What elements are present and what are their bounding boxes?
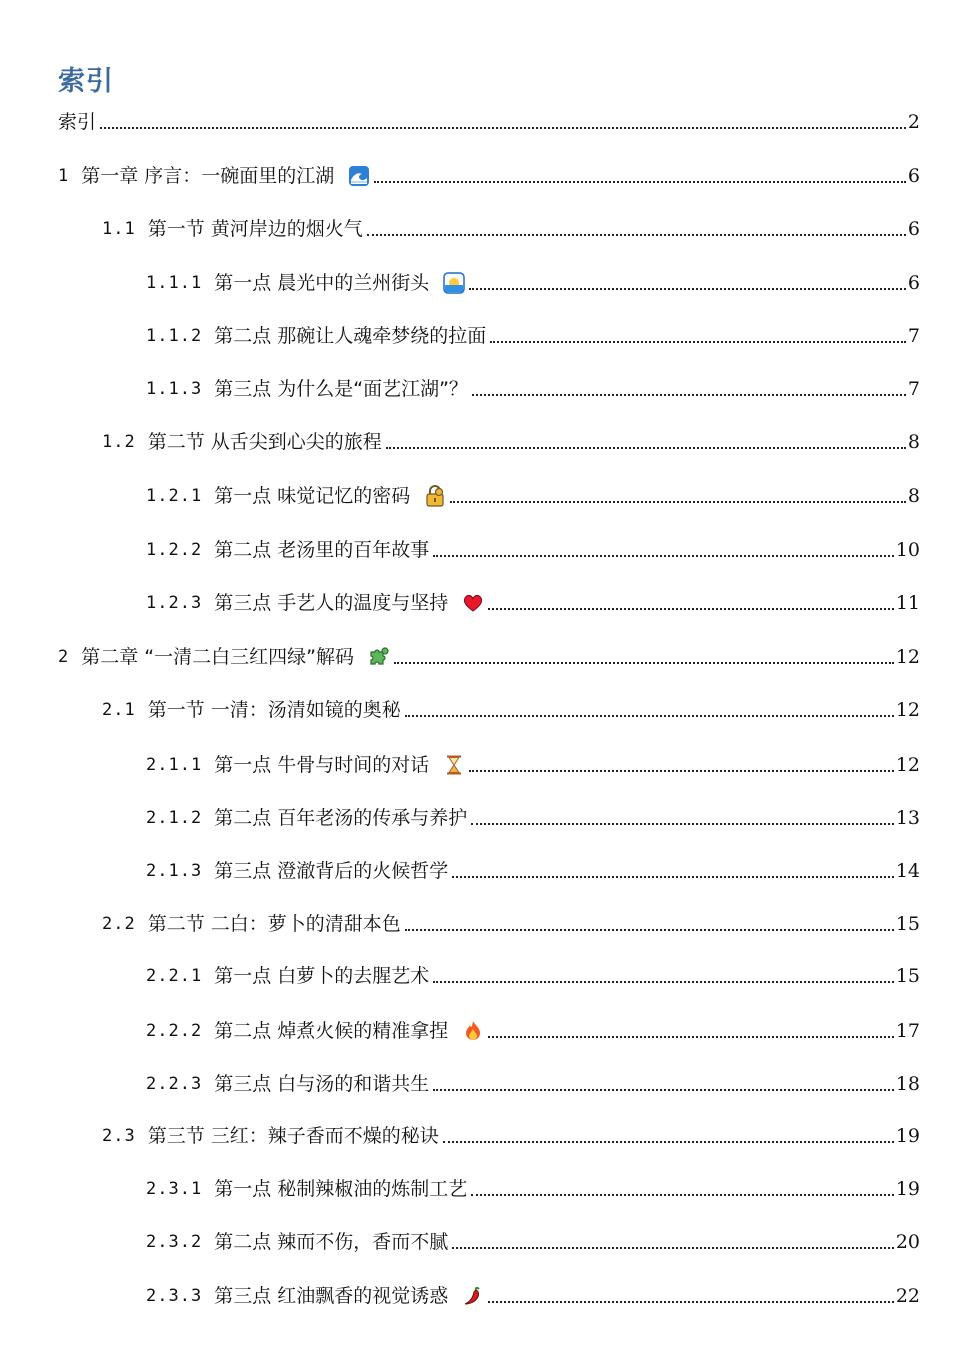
toc-entry-title: 第二点 辣而不伤，香而不腻 (214, 1231, 449, 1253)
toc-entry[interactable] (102, 697, 920, 723)
toc-entry[interactable] (146, 1018, 920, 1044)
toc-entry[interactable] (102, 216, 920, 242)
toc-entry-number: 2.2 (102, 914, 136, 934)
toc-entry[interactable] (58, 163, 920, 189)
toc-dot-leader (488, 1301, 894, 1303)
toc-dot-leader (100, 127, 906, 129)
toc-entry-page-number: 13 (895, 807, 920, 829)
toc-entry-title: 第三点 红油飘香的视觉诱惑 (214, 1285, 449, 1307)
toc-entry[interactable] (102, 1123, 920, 1149)
toc-entry-number: 2.3.2 (146, 1232, 203, 1252)
toc-entry-title: 第一节 一清：汤清如镜的奥秘 (147, 699, 401, 721)
toc-entry-page-number: 19 (895, 1125, 920, 1147)
toc-entry[interactable] (146, 590, 920, 616)
toc-entry-number: 1.2.1 (146, 486, 203, 506)
fire-icon (462, 1020, 484, 1042)
toc-entry-title: 第一点 味觉记忆的密码 (214, 485, 411, 507)
toc-dot-leader (488, 608, 894, 610)
toc-entry[interactable] (146, 963, 920, 989)
toc-entry[interactable] (146, 376, 920, 402)
toc-entry-number: 2.1.2 (146, 808, 203, 828)
toc-entry-title: 第一点 牛骨与时间的对话 (214, 754, 430, 776)
heart-icon (462, 592, 484, 614)
toc-entry-page-number: 6 (907, 272, 920, 294)
toc-entry-number: 2.3.1 (146, 1179, 203, 1199)
toc-dot-leader (405, 929, 894, 931)
toc-entry[interactable] (146, 537, 920, 563)
toc-entry-page-number: 22 (895, 1285, 920, 1307)
toc-entry-title: 第三点 白与汤的和谐共生 (214, 1073, 430, 1095)
toc-entry-page-number: 18 (895, 1073, 920, 1095)
chili-pepper-icon (462, 1285, 484, 1307)
toc-heading: 索引 (58, 66, 114, 97)
toc-entry-page-number: 15 (895, 913, 920, 935)
toc-entry-number: 2 (58, 647, 70, 667)
toc-dot-leader (450, 501, 906, 503)
toc-entry[interactable] (146, 858, 920, 884)
toc-entry-number: 1.1 (102, 219, 136, 239)
toc-dot-leader (374, 181, 906, 183)
toc-entry-title: 第三点 为什么是“面艺江湖”？ (214, 378, 468, 400)
toc-entry-number: 1.2 (102, 432, 136, 452)
toc-dot-leader (471, 823, 894, 825)
toc-entry[interactable] (146, 1071, 920, 1097)
toc-entry-title: 索引 (58, 111, 97, 133)
toc-entry-number: 2.3 (102, 1126, 136, 1146)
toc-dot-leader (405, 715, 894, 717)
lock-key-icon (424, 485, 446, 507)
toc-entry-page-number: 8 (907, 431, 920, 453)
toc-dot-leader (488, 1036, 894, 1038)
toc-dot-leader (367, 234, 906, 236)
toc-entry-page-number: 15 (895, 965, 920, 987)
toc-entry-page-number: 17 (895, 1020, 920, 1042)
toc-entry-title: 第二节 二白：萝卜的清甜本色 (147, 913, 401, 935)
toc-dot-leader (452, 1247, 894, 1249)
toc-entry-page-number: 12 (895, 646, 920, 668)
toc-entry-title: 第二章 “一清二白三红四绿”解码 (81, 646, 354, 668)
toc-entry-title: 第一点 秘制辣椒油的炼制工艺 (214, 1178, 468, 1200)
toc-entry-title: 第二点 老汤里的百年故事 (214, 539, 430, 561)
toc-entry-page-number: 11 (895, 592, 920, 614)
toc-entry-page-number: 10 (895, 539, 920, 561)
toc-entry-title: 第一章 序言：一碗面里的江湖 (81, 165, 335, 187)
toc-dot-leader (472, 394, 906, 396)
toc-entry-number: 1.2.2 (146, 540, 203, 560)
sunrise-icon (443, 272, 465, 294)
toc-entry-page-number: 19 (895, 1178, 920, 1200)
toc-entry-page-number: 20 (895, 1231, 920, 1253)
toc-entry-page-number: 8 (907, 485, 920, 507)
toc-dot-leader (443, 1141, 894, 1143)
puzzle-icon (368, 646, 390, 668)
toc-dot-leader (394, 662, 894, 664)
toc-entry-page-number: 7 (907, 325, 920, 347)
toc-dot-leader (433, 1089, 894, 1091)
toc-entry-title: 第三节 三红：辣子香而不燥的秘诀 (147, 1125, 439, 1147)
toc-entry-number: 2.2.3 (146, 1074, 203, 1094)
toc-entry-title: 第三点 澄澈背后的火候哲学 (214, 860, 449, 882)
toc-entry-title: 第二节 从舌尖到心尖的旅程 (147, 431, 382, 453)
toc-entry-number: 2.1 (102, 700, 136, 720)
toc-entry-number: 1.2.3 (146, 593, 203, 613)
toc-entry-title: 第三点 手艺人的温度与坚持 (214, 592, 449, 614)
toc-dot-leader (469, 288, 906, 290)
toc-entry-number: 2.3.3 (146, 1286, 203, 1306)
toc-entry[interactable] (58, 109, 920, 135)
toc-entry-number: 2.2.1 (146, 966, 203, 986)
toc-entry-number: 1 (58, 166, 70, 186)
toc-dot-leader (490, 341, 906, 343)
toc-entry-page-number: 12 (895, 699, 920, 721)
hourglass-icon (443, 754, 465, 776)
toc-entry-title: 第二点 那碗让人魂牵梦绕的拉面 (214, 325, 487, 347)
toc-entry[interactable] (146, 1229, 920, 1255)
toc-entry-page-number: 12 (895, 754, 920, 776)
toc-entry-number: 2.2.2 (146, 1021, 203, 1041)
toc-entry-number: 2.1.1 (146, 755, 203, 775)
toc-entry[interactable] (146, 1176, 920, 1202)
toc-dot-leader (433, 555, 894, 557)
toc-entry[interactable] (146, 270, 920, 296)
toc-dot-leader (386, 447, 906, 449)
toc-entry[interactable] (58, 644, 920, 670)
toc-entry[interactable] (146, 483, 920, 509)
toc-entry[interactable] (102, 429, 920, 455)
toc-entry-page-number: 6 (907, 218, 920, 240)
toc-entry[interactable] (146, 805, 920, 831)
toc-entry[interactable] (146, 323, 920, 349)
toc-entry-number: 1.1.3 (146, 379, 203, 399)
toc-entry-title: 第一点 白萝卜的去腥艺术 (214, 965, 430, 987)
toc-dot-leader (433, 981, 894, 983)
toc-entry-page-number: 7 (907, 378, 920, 400)
toc-entry-number: 1.1.1 (146, 273, 203, 293)
toc-entry[interactable] (102, 911, 920, 937)
toc-entry-number: 1.1.2 (146, 326, 203, 346)
toc-entry-title: 第二点 百年老汤的传承与养护 (214, 807, 468, 829)
toc-entry-number: 2.1.3 (146, 861, 203, 881)
toc-dot-leader (452, 876, 894, 878)
toc-entry-page-number: 2 (907, 111, 920, 133)
wave-icon (348, 165, 370, 187)
toc-entry[interactable] (146, 1283, 920, 1309)
toc-entry-title: 第一节 黄河岸边的烟火气 (147, 218, 363, 240)
toc-entry[interactable] (146, 752, 920, 778)
toc-entry-page-number: 6 (907, 165, 920, 187)
toc-dot-leader (469, 770, 894, 772)
toc-entry-page-number: 14 (895, 860, 920, 882)
toc-entry-title: 第二点 焯煮火候的精准拿捏 (214, 1020, 449, 1042)
toc-dot-leader (471, 1194, 894, 1196)
toc-entry-title: 第一点 晨光中的兰州街头 (214, 272, 430, 294)
